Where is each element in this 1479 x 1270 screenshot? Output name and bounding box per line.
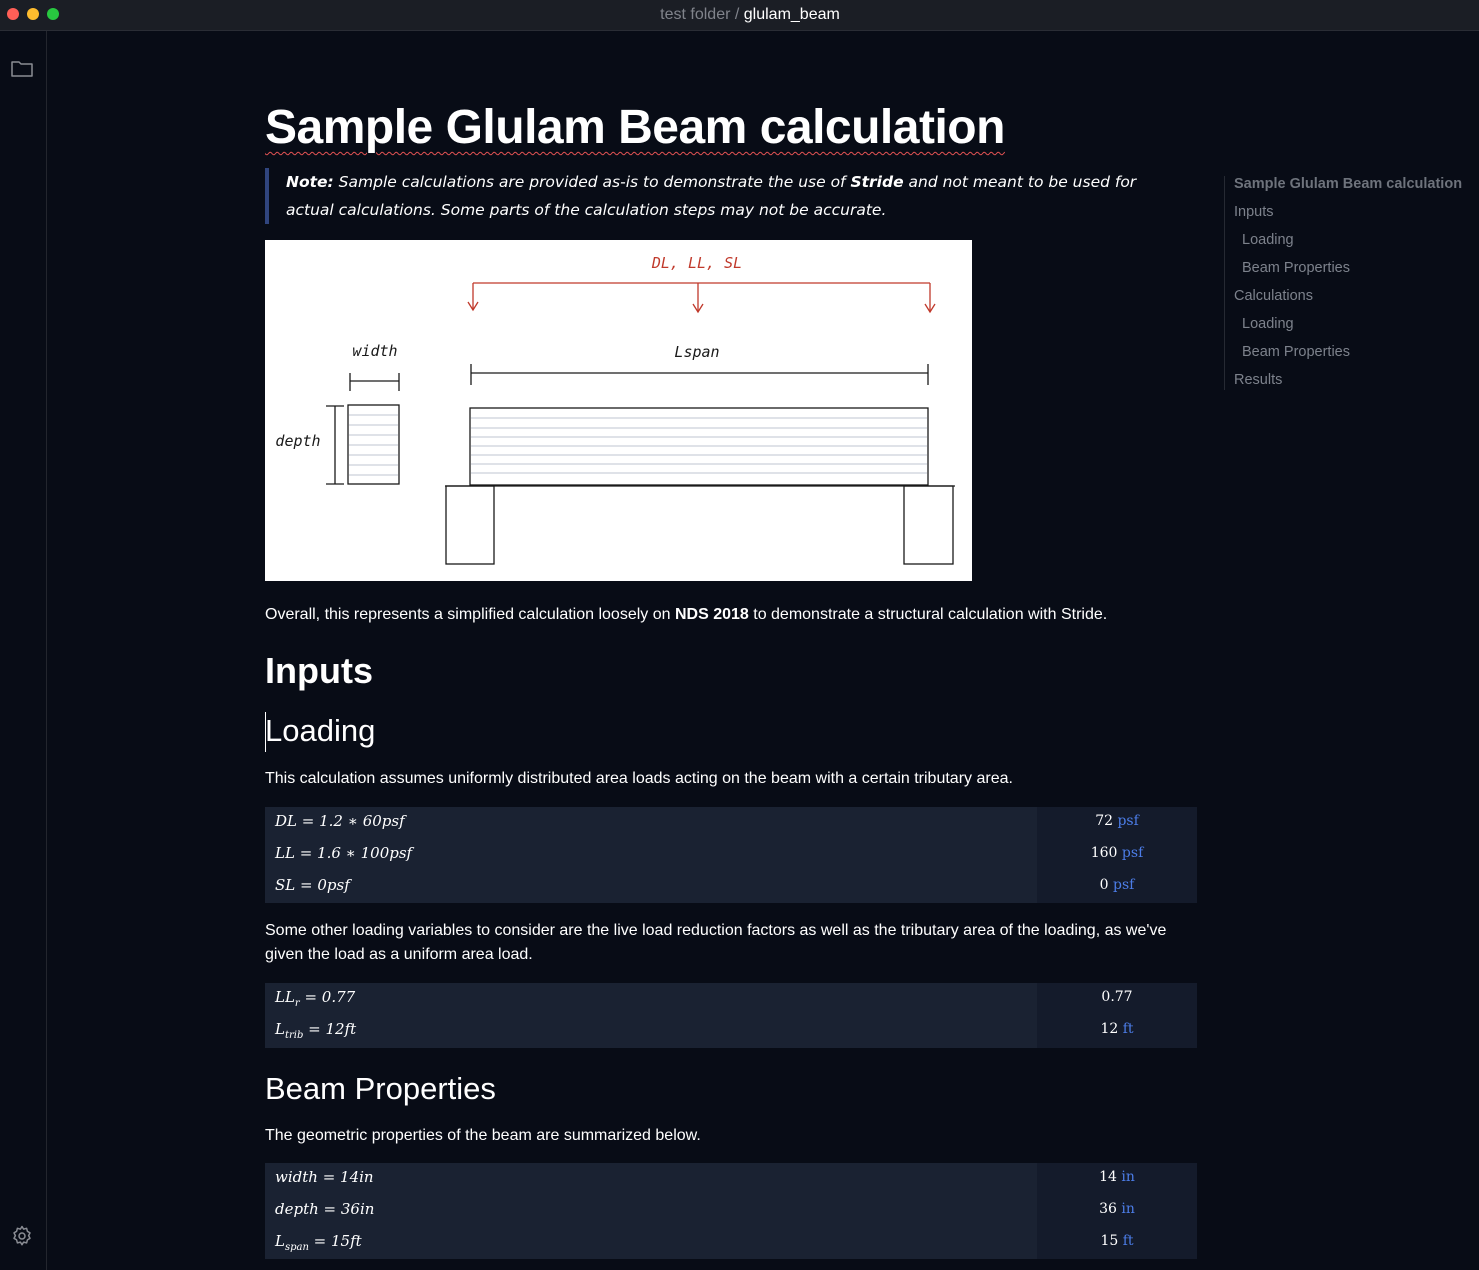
toc-item-calculations[interactable]: Calculations — [1234, 288, 1313, 304]
calc-row[interactable] — [265, 1015, 1197, 1047]
depth-label: depth — [275, 432, 321, 450]
note-blockquote — [265, 168, 1166, 224]
breadcrumb-separator: / — [730, 6, 744, 23]
intro-text-1: Overall, this represents a simplified calculation loosely on — [265, 606, 675, 623]
note-label: Note: — [286, 173, 334, 191]
calc-expression: LL = 1.6 ∗ 100psf — [275, 844, 413, 862]
loading-calc-block[interactable] — [265, 807, 1197, 903]
note-bold: Stride — [850, 173, 904, 191]
loading-factors-block[interactable] — [265, 983, 1197, 1048]
calc-row[interactable] — [265, 807, 1197, 839]
calc-row[interactable] — [265, 1227, 1197, 1259]
calc-expression: $L_{trib} = 12ft$ — [275, 1020, 357, 1041]
calc-expression: DL = 1.2 ∗ 60psf — [275, 812, 405, 830]
calc-expression: $L_{span} = 15ft$ — [275, 1232, 362, 1253]
intro-paragraph — [265, 603, 1107, 627]
toc-item-title[interactable]: Sample Glulam Beam calculation — [1234, 176, 1463, 192]
toc-item-inputs-beam-properties[interactable]: Beam Properties — [1242, 260, 1350, 276]
loading-heading: Loading — [265, 713, 376, 748]
span-label: Lspan — [674, 343, 720, 361]
intro-bold: NDS 2018 — [674, 606, 749, 623]
breadcrumb-file: glulam_beam — [743, 6, 840, 23]
breadcrumb-folder[interactable]: test folder — [660, 6, 731, 23]
width-label: width — [352, 342, 398, 360]
beam-diagram — [265, 240, 972, 581]
beam-paragraph: The geometric properties of the beam are summarized below. — [265, 1127, 701, 1144]
calc-expression: depth = 36in — [275, 1200, 375, 1218]
folder-icon[interactable] — [10, 56, 34, 80]
beam-properties-heading: Beam Properties — [265, 1071, 496, 1106]
calc-result: 72 psf — [1095, 813, 1139, 829]
calc-expression: $LL_r = 0.77$ — [275, 988, 356, 1009]
calc-expression: width = 14in — [275, 1168, 374, 1186]
calc-result: 0.77 — [1101, 989, 1133, 1005]
inputs-heading: Inputs — [265, 650, 373, 691]
calc-row[interactable] — [265, 1195, 1197, 1227]
calc-result: 15 ft — [1100, 1233, 1134, 1249]
calc-result: 160 psf — [1090, 845, 1144, 861]
page-title — [265, 100, 1005, 155]
beam-calc-block[interactable] — [265, 1163, 1197, 1259]
page-title-text: Sample Glulam Beam calculation — [265, 101, 1005, 154]
left-sidebar — [0, 31, 47, 1270]
gear-icon[interactable] — [10, 1224, 34, 1248]
calc-expression: SL = 0psf — [275, 876, 350, 894]
calc-result: 36 in — [1099, 1201, 1135, 1217]
calc-row[interactable] — [265, 983, 1197, 1015]
toc-item-inputs[interactable]: Inputs — [1234, 204, 1274, 220]
note-text-1: Sample calculations are provided as-is to demonstrate the use of — [333, 173, 851, 191]
window-title — [0, 6, 1479, 24]
loading-paragraph: This calculation assumes uniformly distributed area loads acting on the beam with a certain tributary area. — [265, 770, 1013, 787]
calc-row[interactable] — [265, 839, 1197, 871]
calc-result: 0 psf — [1099, 877, 1135, 893]
table-of-contents — [1224, 176, 1479, 390]
calc-row[interactable] — [265, 871, 1197, 903]
note-text-2: and not meant to be used for actual calculations. Some parts of the calculation steps may not be accurate. — [286, 173, 1137, 219]
toc-item-inputs-loading[interactable]: Loading — [1242, 232, 1294, 248]
toc-item-calculations-beam-properties[interactable]: Beam Properties — [1242, 344, 1350, 360]
toc-item-calculations-loading[interactable]: Loading — [1242, 316, 1294, 332]
calc-result: 14 in — [1099, 1169, 1135, 1185]
toc-item-results[interactable]: Results — [1234, 372, 1283, 388]
title-bar — [0, 0, 1479, 31]
loading-paragraph-2: Some other loading variables to consider are the live load reduction factors as well as the tributary area of the loading, as we've given the load as a uniform area load. — [265, 922, 1167, 963]
intro-text-2: to demonstrate a structural calculation with Stride. — [748, 606, 1108, 623]
calc-row[interactable] — [265, 1163, 1197, 1195]
calc-result: 12 ft — [1100, 1021, 1134, 1037]
loads-label: DL, LL, SL — [651, 254, 743, 272]
